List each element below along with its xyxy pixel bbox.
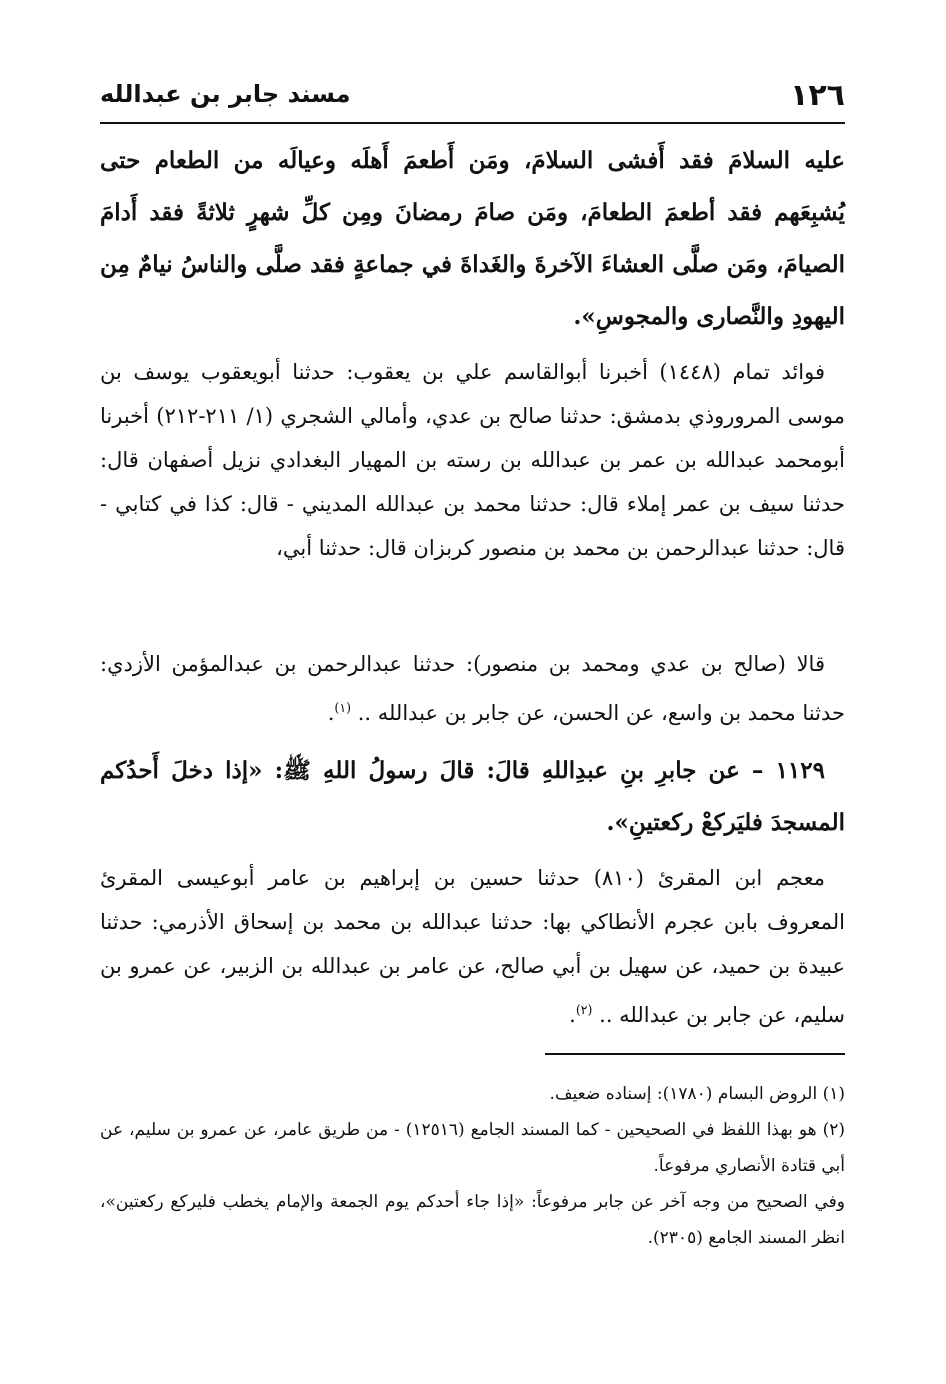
source-paragraph-2-text: قالا (صالح بن عدي ومحمد بن منصور): حدثنا عبدالرحمن بن عبدالمؤمن الأزدي: حدثنا محمد بن واسع، عن الحسن، عن جابر بن عبدالله .. xyxy=(100,652,845,725)
source-paragraph-2: قالا (صالح بن عدي ومحمد بن منصور): حدثنا عبدالرحمن بن عبدالمؤمن الأزدي: حدثنا محمد بن واسع، عن الحسن، عن جابر بن عبدالله .. $^{(١)}$. xyxy=(100,652,845,725)
footnote-1: (١) الروض البسام (١٧٨٠): إسناده ضعيف. xyxy=(549,1084,845,1104)
page-header xyxy=(100,74,845,124)
hadith-continuation: عليه السلامَ فقد أَفشى السلامَ، ومَن أَطعمَ أَهلَه وعيالَه من الطعام حتى يُشبِعَهم فقد أطعمَ الطعامَ، ومَن صامَ رمضانَ ومِن كلِّ شهرٍ ثلاثةً فقد أَدامَ الصيامَ، ومَن صلَّى العشاءَ الآخرةَ والغَداةَ في جماعةٍ فقد صلَّى والناسُ نيامٌ مِن اليهودِ والنَّصارى والمجوسِ». xyxy=(100,147,845,330)
footnote-2-continuation: وفي الصحيح من وجه آخر عن جابر مرفوعاً: «إذا جاء أحدكم يوم الجمعة والإمام يخطب فليركع ركعتين»، انظر المسند الجامع (٢٣٠٥). xyxy=(100,1192,845,1248)
footnotes xyxy=(100,1076,845,1256)
footnote-2: (٢) هو بهذا اللفظ في الصحيحين - كما المسند الجامع (١٢٥١٦) - من طريق عامر، عن عمرو بن سليم، عن أبي قتادة الأنصاري مرفوعاً. xyxy=(100,1120,845,1176)
footnote-ref-2: (٢) xyxy=(575,1002,593,1017)
source-paragraph-3-text: معجم ابن المقرئ (٨١٠) حدثنا حسين بن إبراهيم بن عامر أبوعيسى المقرئ المعروف بابن عجرم الأنطاكي بها: حدثنا عبدالله بن محمد بن إسحاق الأذرمي: حدثنا عبيدة بن حميد، عن سهيل بن أبي صالح، عن عامر بن عبدالله بن الزبير، عن عمرو بن سليم، عن جابر بن عبدالله .. xyxy=(100,866,845,1027)
hadith-1129: ١١٢٩ – عن جابرِ بنِ عبدِاللهِ قالَ: قالَ رسولُ اللهِ ﷺ: «إذا دخلَ أَحدُكم المسجدَ فليَركعْ ركعتينِ». xyxy=(100,757,845,836)
footnote-divider xyxy=(545,1053,845,1055)
source-paragraph-1: فوائد تمام (١٤٤٨) أخبرنا أبوالقاسم علي بن يعقوب: حدثنا أبويعقوب يوسف بن موسى المروروذي بدمشق: حدثنا صالح بن عدي، وأمالي الشجري (١/ ٢١١-٢١٢) أخبرنا أبومحمد عبدالله بن عمر بن عبدالله بن رسته بن المهيار البغدادي نزيل أصفهان قال: حدثنا سيف بن عمر إملاء قال: حدثنا محمد بن عبدالله المديني - قال: كذا في كتابي - قال: حدثنا عبدالرحمن بن محمد بن منصور كربزان قال: حدثنا أبي، xyxy=(100,360,845,560)
footnote-ref-1: (١) xyxy=(334,700,351,715)
page-number: ١٢٦ xyxy=(790,78,845,113)
source-paragraph-3: معجم ابن المقرئ (٨١٠) حدثنا حسين بن إبراهيم بن عامر أبوعيسى المقرئ المعروف بابن عجرم الأنطاكي بها: حدثنا عبدالله بن محمد بن إسحاق الأذرمي: حدثنا عبيدة بن حميد، عن سهيل بن أبي صالح، عن عامر بن عبدالله بن الزبير، عن عمرو بن سليم، عن جابر بن عبدالله .. $^{(٢)}$. xyxy=(100,866,845,1027)
running-title: مسند جابر بن عبدالله xyxy=(100,80,351,108)
